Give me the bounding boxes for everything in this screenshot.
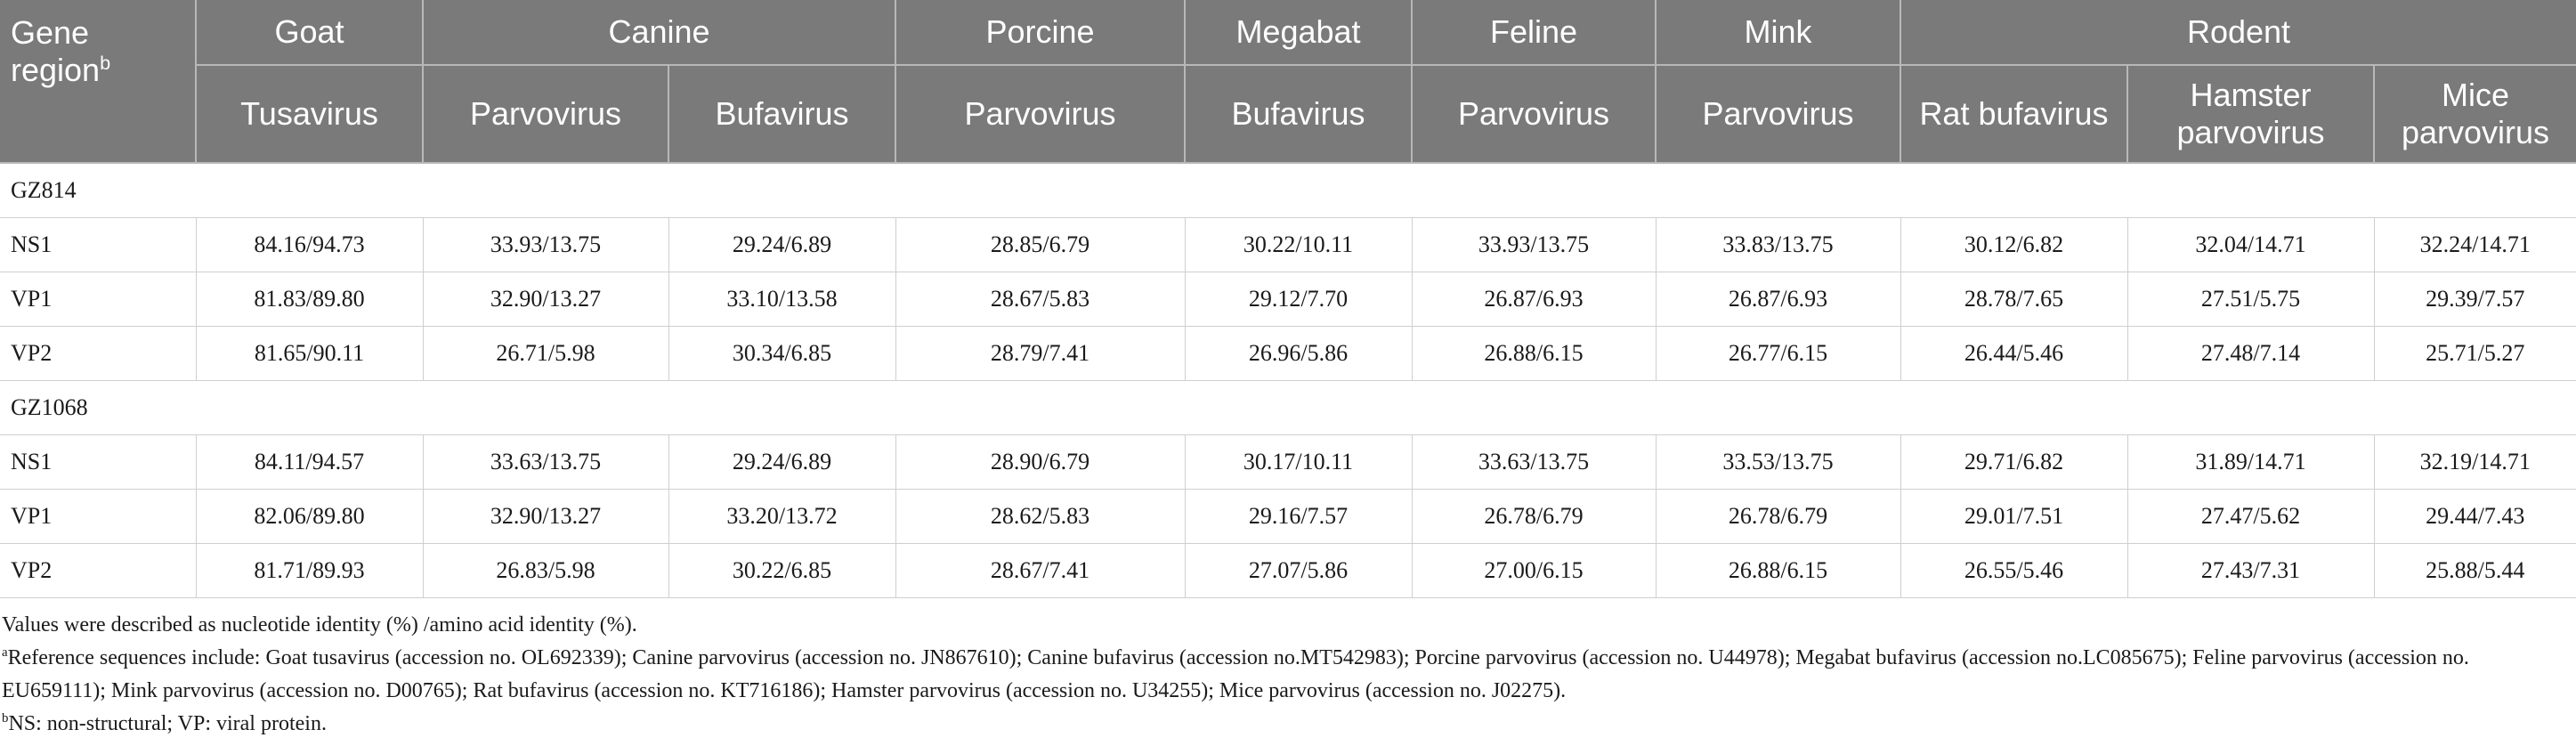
gene-region-header: Gene region$^b$: [0, 0, 196, 163]
virus-header: Tusavirus: [196, 65, 423, 163]
values-note: Values were described as nucleotide identity (%) /amino acid identity (%).: [2, 613, 637, 637]
identity-cell: 31.89/14.71: [2127, 435, 2374, 490]
table-row: [0, 272, 2576, 327]
identity-cell: 29.24/6.89: [668, 218, 895, 272]
abbreviation-note: $^b$NS: non-structural; VP: viral protein.: [2, 711, 327, 735]
virus-header: Parvovirus: [1412, 65, 1656, 163]
identity-cell: 26.83/5.98: [423, 544, 668, 598]
group-label: GZ814: [0, 163, 2576, 218]
gene-region-cell: VP2: [0, 544, 196, 598]
gene-region-cell: NS1: [0, 435, 196, 490]
gene-region-cell: NS1: [0, 218, 196, 272]
identity-cell: 26.87/6.93: [1656, 272, 1900, 327]
identity-cell: 32.19/14.71: [2374, 435, 2576, 490]
identity-cell: 27.47/5.62: [2127, 490, 2374, 544]
gene-region-cell: VP1: [0, 490, 196, 544]
identity-cell: 84.16/94.73: [196, 218, 423, 272]
identity-cell: 25.71/5.27: [2374, 327, 2576, 381]
identity-cell: 29.44/7.43: [2374, 490, 2576, 544]
identity-cell: 26.77/6.15: [1656, 327, 1900, 381]
identity-cell: 27.43/7.31: [2127, 544, 2374, 598]
identity-cell: 27.48/7.14: [2127, 327, 2374, 381]
identity-cell: 29.12/7.70: [1185, 272, 1412, 327]
identity-cell: 26.78/6.79: [1656, 490, 1900, 544]
identity-cell: 26.71/5.98: [423, 327, 668, 381]
virus-header: Hamster parvovirus: [2127, 65, 2374, 163]
identity-cell: 82.06/89.80: [196, 490, 423, 544]
identity-cell: 28.78/7.65: [1900, 272, 2127, 327]
identity-cell: 84.11/94.57: [196, 435, 423, 490]
identity-cell: 26.88/6.15: [1412, 327, 1656, 381]
identity-cell: 33.93/13.75: [423, 218, 668, 272]
identity-cell: 29.71/6.82: [1900, 435, 2127, 490]
identity-cell: 27.51/5.75: [2127, 272, 2374, 327]
virus-header: Rat bufavirus: [1900, 65, 2127, 163]
gene-region-cell: VP2: [0, 327, 196, 381]
identity-cell: 25.88/5.44: [2374, 544, 2576, 598]
virus-header: Mice parvovirus: [2374, 65, 2576, 163]
table-row: [0, 327, 2576, 381]
identity-cell: 32.24/14.71: [2374, 218, 2576, 272]
identity-cell: 33.10/13.58: [668, 272, 895, 327]
identity-cell: 33.93/13.75: [1412, 218, 1656, 272]
identity-cell: 33.20/13.72: [668, 490, 895, 544]
identity-cell: 28.67/7.41: [895, 544, 1185, 598]
identity-cell: 26.96/5.86: [1185, 327, 1412, 381]
identity-cell: 33.63/13.75: [423, 435, 668, 490]
identity-cell: 27.07/5.86: [1185, 544, 1412, 598]
gene-region-cell: VP1: [0, 272, 196, 327]
group-label: GZ1068: [0, 381, 2576, 435]
identity-cell: 26.87/6.93: [1412, 272, 1656, 327]
identity-cell: 27.00/6.15: [1412, 544, 1656, 598]
identity-cell: 81.71/89.93: [196, 544, 423, 598]
virus-header: Parvovirus: [423, 65, 668, 163]
identity-cell: 26.44/5.46: [1900, 327, 2127, 381]
virus-header: Parvovirus: [895, 65, 1185, 163]
identity-cell: 29.01/7.51: [1900, 490, 2127, 544]
identity-cell: 26.78/6.79: [1412, 490, 1656, 544]
group-row: [0, 381, 2576, 435]
identity-cell: 30.34/6.85: [668, 327, 895, 381]
group-row: [0, 163, 2576, 218]
reference-note: $^a$Reference sequences include: Goat tusavirus (accession no. OL692339); Canine parvovirus (accession no. JN867610); Canine bufavirus (accession no.MT542983); Porcine parvovirus (accession no. U44978); Megabat bufavirus (accession no.LC085675); Feline parvovirus (accession no. EU659111); Mink parvovirus (accession no. D00765); Rat bufavirus (accession no. KT716186); Hamster parvovirus (accession no. U34255); Mice parvovirus (accession no. J02275).: [2, 645, 2469, 702]
identity-cell: 81.65/90.11: [196, 327, 423, 381]
virus-header: Bufavirus: [668, 65, 895, 163]
identity-cell: 33.83/13.75: [1656, 218, 1900, 272]
host-header: Goat: [196, 0, 423, 65]
identity-cell: 33.63/13.75: [1412, 435, 1656, 490]
host-header: Feline: [1412, 0, 1656, 65]
identity-cell: 30.22/6.85: [668, 544, 895, 598]
virus-header: Parvovirus: [1656, 65, 1900, 163]
identity-cell: 28.62/5.83: [895, 490, 1185, 544]
table-footnotes: [0, 609, 2565, 741]
host-header-row: [0, 0, 2576, 65]
host-header: Canine: [423, 0, 895, 65]
virus-header-row: [0, 65, 2576, 163]
table-row: [0, 544, 2576, 598]
virus-header: Bufavirus: [1185, 65, 1412, 163]
host-header: Megabat: [1185, 0, 1412, 65]
table-body: [0, 163, 2576, 598]
table-row: [0, 435, 2576, 490]
host-header: Porcine: [895, 0, 1185, 65]
identity-cell: 29.24/6.89: [668, 435, 895, 490]
identity-cell: 32.04/14.71: [2127, 218, 2374, 272]
identity-cell: 26.88/6.15: [1656, 544, 1900, 598]
table-row: [0, 490, 2576, 544]
identity-cell: 30.17/10.11: [1185, 435, 1412, 490]
identity-cell: 26.55/5.46: [1900, 544, 2127, 598]
identity-cell: 28.90/6.79: [895, 435, 1185, 490]
table-row: [0, 218, 2576, 272]
identity-cell: 30.12/6.82: [1900, 218, 2127, 272]
identity-cell: 32.90/13.27: [423, 490, 668, 544]
identity-cell: 32.90/13.27: [423, 272, 668, 327]
identity-cell: 29.16/7.57: [1185, 490, 1412, 544]
identity-cell: 28.85/6.79: [895, 218, 1185, 272]
identity-cell: 81.83/89.80: [196, 272, 423, 327]
identity-cell: 30.22/10.11: [1185, 218, 1412, 272]
identity-cell: 33.53/13.75: [1656, 435, 1900, 490]
identity-cell: 28.67/5.83: [895, 272, 1185, 327]
host-header: Mink: [1656, 0, 1900, 65]
identity-cell: 29.39/7.57: [2374, 272, 2576, 327]
identity-cell: 28.79/7.41: [895, 327, 1185, 381]
host-header: Rodent: [1900, 0, 2576, 65]
